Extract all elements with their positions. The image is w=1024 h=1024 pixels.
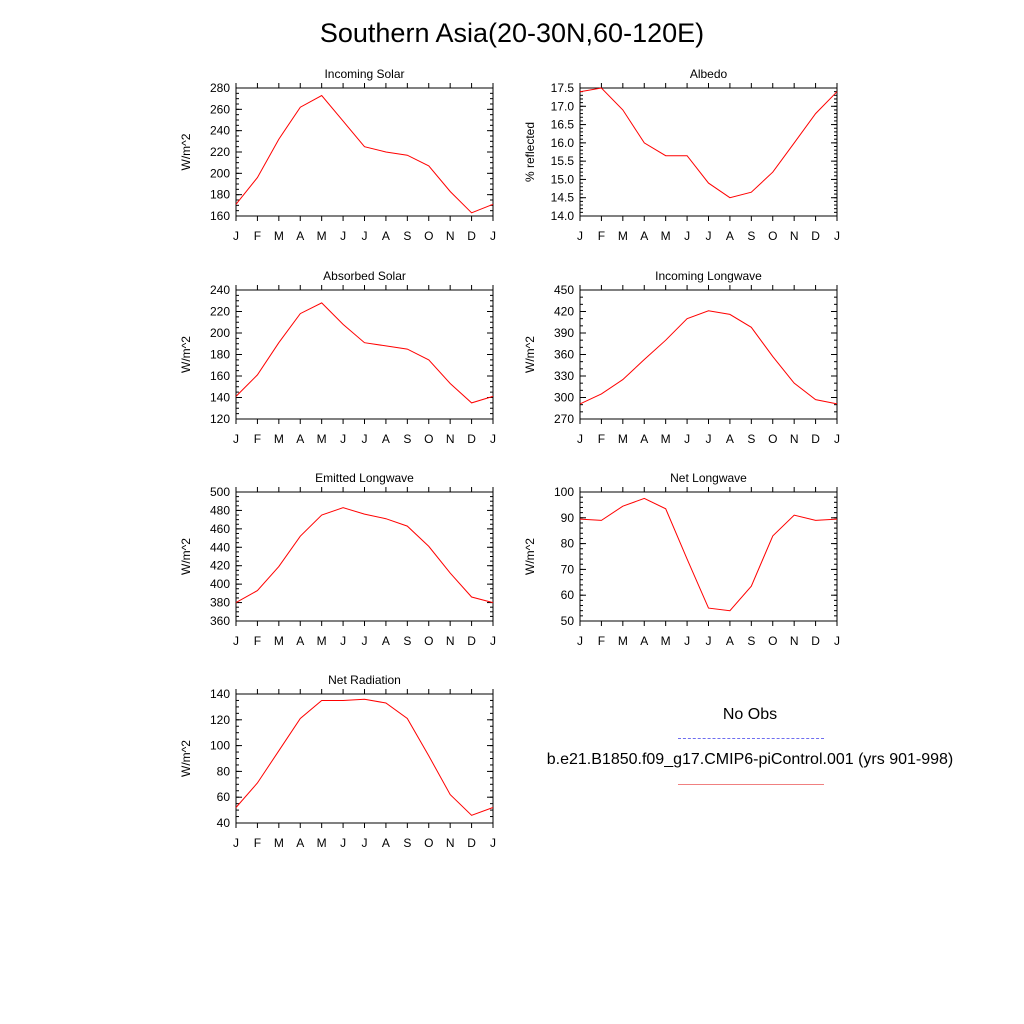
panel-title: Absorbed Solar — [323, 269, 406, 283]
x-tick-label: M — [617, 634, 628, 648]
x-tick-label: J — [834, 432, 840, 446]
x-tick-label: J — [577, 432, 583, 446]
x-tick-label: D — [811, 432, 820, 446]
y-tick-label: 14.5 — [550, 190, 574, 205]
x-tick-label: A — [640, 432, 649, 446]
x-tick-label: M — [316, 634, 327, 648]
y-tick-label: 220 — [209, 145, 230, 159]
x-tick-label: J — [340, 836, 347, 850]
x-tick-label: A — [381, 634, 390, 648]
panel-title: Incoming Solar — [324, 67, 405, 81]
y-tick-label: 420 — [553, 304, 574, 319]
y-tick-label: 220 — [209, 304, 230, 319]
x-tick-label: J — [684, 634, 691, 648]
x-tick-label: M — [273, 836, 284, 850]
chart-panel — [523, 67, 840, 243]
x-tick-label: J — [233, 229, 239, 243]
y-tick-label: 140 — [209, 687, 230, 701]
x-tick-label: J — [361, 634, 368, 648]
y-tick-label: 280 — [209, 81, 230, 95]
x-tick-label: F — [597, 432, 606, 446]
x-tick-label: F — [253, 229, 262, 243]
y-tick-label: 120 — [209, 412, 230, 426]
y-tick-label: 200 — [209, 166, 230, 181]
y-tick-label: 14.0 — [550, 209, 574, 223]
chart-panel — [179, 471, 496, 648]
x-tick-label: M — [660, 229, 671, 243]
y-tick-label: 90 — [560, 510, 574, 525]
y-tick-label: 160 — [209, 369, 230, 383]
series-line — [236, 508, 493, 603]
y-tick-label: 480 — [209, 503, 230, 518]
x-tick-label: S — [747, 229, 756, 243]
chart-panel — [523, 471, 840, 648]
x-tick-label: A — [640, 634, 649, 648]
x-tick-label: N — [445, 432, 455, 446]
series-line — [236, 96, 493, 213]
x-tick-label: A — [381, 432, 390, 446]
x-tick-label: O — [768, 634, 778, 648]
y-axis-label: W/m^2 — [523, 538, 537, 575]
y-tick-label: 16.5 — [550, 117, 574, 132]
series-line — [236, 303, 493, 403]
y-tick-label: 17.5 — [550, 81, 574, 95]
chart-panel — [179, 673, 496, 850]
x-tick-label: O — [768, 229, 778, 243]
x-tick-label: J — [361, 229, 368, 243]
x-tick-label: N — [789, 634, 799, 648]
x-tick-label: D — [811, 229, 820, 243]
x-tick-label: D — [467, 836, 476, 850]
x-tick-label: J — [684, 229, 691, 243]
y-tick-label: 500 — [209, 485, 230, 499]
y-axis-label: W/m^2 — [179, 740, 193, 777]
x-tick-label: J — [490, 634, 496, 648]
x-tick-label: M — [617, 432, 628, 446]
series-line — [580, 311, 837, 404]
x-tick-label: O — [424, 836, 434, 850]
panel-title: Emitted Longwave — [315, 471, 414, 485]
y-tick-label: 240 — [209, 123, 230, 138]
y-tick-label: 200 — [209, 326, 230, 340]
x-tick-label: M — [617, 229, 628, 243]
y-tick-label: 460 — [209, 521, 230, 536]
x-tick-label: N — [445, 634, 455, 648]
plot-frame — [580, 88, 837, 216]
y-tick-label: 450 — [553, 283, 574, 297]
y-tick-label: 400 — [209, 577, 230, 592]
chart-panel — [179, 269, 496, 446]
y-tick-label: 180 — [209, 347, 230, 362]
x-tick-label: M — [273, 432, 284, 446]
x-tick-label: J — [834, 229, 840, 243]
y-tick-label: 100 — [209, 738, 230, 753]
y-tick-label: 140 — [209, 390, 230, 405]
x-tick-label: F — [253, 634, 262, 648]
x-tick-label: M — [273, 634, 284, 648]
y-tick-label: 360 — [209, 614, 230, 628]
x-tick-label: J — [233, 836, 239, 850]
x-tick-label: O — [424, 432, 434, 446]
y-tick-label: 330 — [553, 369, 574, 383]
y-tick-label: 260 — [209, 102, 230, 117]
x-tick-label: J — [490, 836, 496, 850]
x-tick-label: N — [789, 229, 799, 243]
y-tick-label: 15.0 — [550, 172, 574, 187]
y-tick-label: 60 — [216, 790, 230, 805]
y-tick-label: 80 — [216, 764, 230, 779]
x-tick-label: J — [340, 229, 347, 243]
x-tick-label: J — [361, 836, 368, 850]
x-tick-label: A — [296, 229, 305, 243]
series-line — [580, 498, 837, 610]
x-tick-label: J — [490, 432, 496, 446]
x-tick-label: O — [768, 432, 778, 446]
x-tick-label: A — [725, 229, 734, 243]
y-tick-label: 15.5 — [550, 154, 574, 169]
x-tick-label: A — [296, 836, 305, 850]
x-tick-label: J — [705, 634, 712, 648]
x-tick-label: A — [725, 432, 734, 446]
y-tick-label: 60 — [560, 588, 574, 603]
x-tick-label: A — [725, 634, 734, 648]
x-tick-label: S — [403, 836, 412, 850]
y-tick-label: 270 — [553, 412, 574, 426]
x-tick-label: D — [467, 634, 476, 648]
x-tick-label: J — [490, 229, 496, 243]
y-axis-label: W/m^2 — [179, 538, 193, 575]
x-tick-label: M — [660, 432, 671, 446]
x-tick-label: J — [705, 432, 712, 446]
panel-title: Net Longwave — [670, 471, 747, 485]
x-tick-label: A — [381, 836, 390, 850]
plot-frame — [236, 290, 493, 419]
x-tick-label: S — [403, 229, 412, 243]
x-tick-label: N — [445, 229, 455, 243]
plot-frame — [236, 694, 493, 823]
y-tick-label: 17.0 — [550, 99, 574, 114]
x-tick-label: J — [233, 634, 239, 648]
legend-obs-label: No Obs — [722, 706, 778, 723]
x-tick-label: S — [747, 634, 756, 648]
y-axis-label: W/m^2 — [523, 336, 537, 373]
plot-frame — [236, 492, 493, 621]
x-tick-label: M — [316, 836, 327, 850]
y-tick-label: 390 — [553, 326, 574, 340]
x-tick-label: N — [445, 836, 455, 850]
panel-title: Incoming Longwave — [655, 269, 762, 283]
series-line — [580, 88, 837, 198]
x-tick-label: D — [811, 634, 820, 648]
x-tick-label: M — [660, 634, 671, 648]
x-tick-label: J — [684, 432, 691, 446]
y-tick-label: 240 — [209, 283, 230, 297]
legend-model-label: b.e21.B1850.f09_g17.CMIP6-piControl.001 (yrs 901-998) — [546, 751, 954, 768]
x-tick-label: J — [577, 229, 583, 243]
panel-title: Net Radiation — [328, 673, 401, 687]
y-tick-label: 360 — [553, 347, 574, 362]
x-tick-label: M — [316, 229, 327, 243]
panel-title: Albedo — [689, 67, 728, 81]
chart-panel — [179, 67, 496, 243]
x-tick-label: N — [789, 432, 799, 446]
x-tick-label: S — [403, 432, 412, 446]
x-tick-label: F — [597, 634, 606, 648]
y-tick-label: 100 — [553, 485, 574, 499]
x-tick-label: J — [340, 634, 347, 648]
x-tick-label: J — [834, 634, 840, 648]
x-tick-label: J — [705, 229, 712, 243]
x-tick-label: A — [296, 432, 305, 446]
x-tick-label: M — [273, 229, 284, 243]
y-tick-label: 50 — [560, 614, 574, 628]
series-line — [236, 699, 493, 815]
y-axis-label: W/m^2 — [179, 336, 193, 373]
x-tick-label: A — [640, 229, 649, 243]
x-tick-label: A — [296, 634, 305, 648]
y-tick-label: 16.0 — [550, 135, 574, 150]
x-tick-label: J — [340, 432, 347, 446]
plot-frame — [236, 88, 493, 216]
y-axis-label: % reflected — [523, 121, 537, 183]
x-tick-label: S — [403, 634, 412, 648]
plot-frame — [580, 290, 837, 419]
x-tick-label: O — [424, 634, 434, 648]
x-tick-label: A — [381, 229, 390, 243]
y-tick-label: 70 — [560, 562, 574, 577]
x-tick-label: D — [467, 229, 476, 243]
y-axis-label: W/m^2 — [179, 133, 193, 171]
y-tick-label: 160 — [209, 209, 230, 223]
y-tick-label: 80 — [560, 536, 574, 551]
x-tick-label: D — [467, 432, 476, 446]
x-tick-label: O — [424, 229, 434, 243]
x-tick-label: J — [577, 634, 583, 648]
y-tick-label: 420 — [209, 558, 230, 573]
x-tick-label: F — [597, 229, 606, 243]
y-tick-label: 180 — [209, 187, 230, 202]
page-title: Southern Asia(20-30N,60-120E) — [319, 18, 705, 48]
y-tick-label: 120 — [209, 712, 230, 727]
y-tick-label: 380 — [209, 595, 230, 610]
x-tick-label: J — [361, 432, 368, 446]
x-tick-label: F — [253, 432, 262, 446]
y-tick-label: 440 — [209, 540, 230, 555]
plot-frame — [580, 492, 837, 621]
y-tick-label: 300 — [553, 390, 574, 405]
x-tick-label: M — [316, 432, 327, 446]
x-tick-label: S — [747, 432, 756, 446]
y-tick-label: 40 — [216, 816, 230, 830]
x-tick-label: F — [253, 836, 262, 850]
chart-panel — [523, 269, 840, 446]
x-tick-label: J — [233, 432, 239, 446]
